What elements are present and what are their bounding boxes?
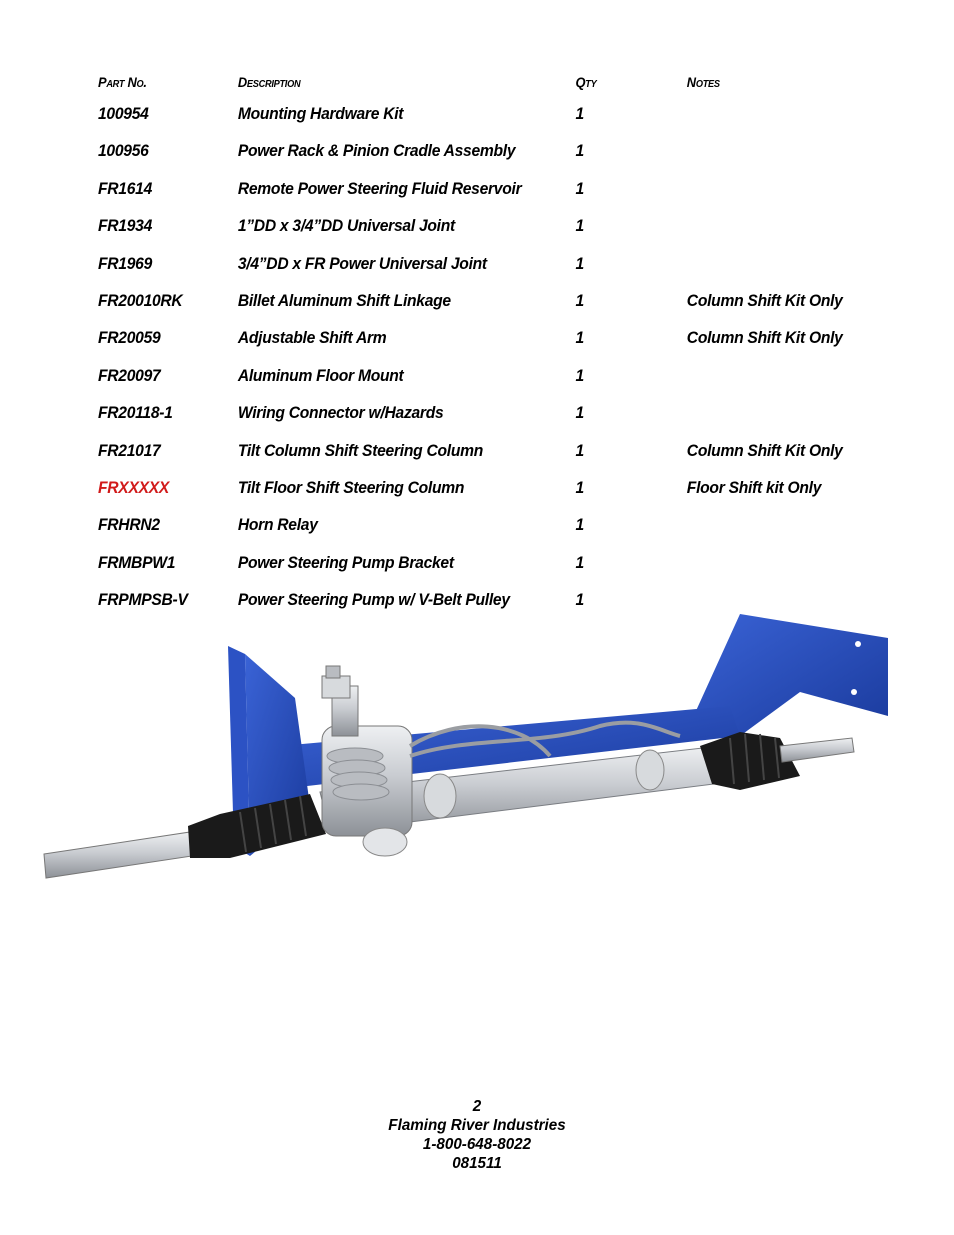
part-description: Wiring Connector w/Hazards <box>237 403 444 423</box>
part-number: 100954 <box>98 104 149 123</box>
part-notes: Column Shift Kit Only <box>686 328 843 348</box>
part-number: FRMBPW1 <box>98 552 176 572</box>
tie-rod-left <box>44 832 192 878</box>
part-description: Power Rack & Pinion Cradle Assembly <box>237 141 516 161</box>
table-row <box>98 403 834 440</box>
part-quantity: 1 <box>575 477 584 497</box>
part-quantity: 1 <box>575 178 584 198</box>
part-quantity: 1 <box>575 365 584 385</box>
part-number: FR20097 <box>98 365 161 385</box>
part-notes: Column Shift Kit Only <box>686 290 843 310</box>
table-row <box>98 216 834 253</box>
part-notes: Column Shift Kit Only <box>686 440 843 460</box>
part-quantity: 1 <box>575 141 584 161</box>
part-description: Adjustable Shift Arm <box>237 328 387 348</box>
part-number: FR20010RK <box>98 290 183 310</box>
parts-table <box>98 74 898 627</box>
header-part-no: Part No. <box>98 74 147 90</box>
header-qty: Qty <box>575 74 597 90</box>
phone-number: 1-800-648-8022 <box>422 1136 532 1153</box>
part-quantity: 1 <box>575 552 584 572</box>
table-row <box>98 366 834 403</box>
part-number: 100956 <box>98 141 149 161</box>
table-row <box>98 440 843 478</box>
part-quantity: 1 <box>575 104 584 123</box>
part-quantity: 1 <box>575 328 584 348</box>
part-number: FRPMPSB-V <box>98 590 188 610</box>
part-description: Billet Aluminum Shift Linkage <box>237 290 451 310</box>
part-description: Power Steering Pump w/ V-Belt Pulley <box>237 590 510 610</box>
part-description: Horn Relay <box>237 515 318 535</box>
part-quantity: 1 <box>575 440 584 460</box>
rack-and-pinion-photo <box>40 606 900 896</box>
table-body <box>98 104 898 627</box>
part-description: 3/4”DD x FR Power Universal Joint <box>237 253 487 273</box>
table-row <box>98 254 834 291</box>
part-quantity: 1 <box>575 515 584 535</box>
part-notes: Floor Shift kit Only <box>686 477 822 497</box>
table-header <box>98 74 834 104</box>
part-description: Power Steering Pump Bracket <box>237 552 454 572</box>
table-row <box>98 328 843 365</box>
part-quantity: 1 <box>575 290 584 310</box>
part-number: FR21017 <box>98 440 161 460</box>
part-description: Tilt Column Shift Steering Column <box>237 440 484 460</box>
table-row <box>98 179 834 216</box>
page-footer <box>0 1097 954 1173</box>
table-row <box>98 515 834 552</box>
table-row <box>98 553 834 590</box>
part-description: Tilt Floor Shift Steering Column <box>237 477 465 497</box>
table-row <box>98 104 834 141</box>
table-row <box>98 141 834 178</box>
part-number: FR20118-1 <box>98 403 173 423</box>
part-number: FR20059 <box>98 328 161 348</box>
part-quantity: 1 <box>575 216 584 236</box>
document-code: 081511 <box>452 1155 502 1172</box>
part-description: 1”DD x 3/4”DD Universal Joint <box>237 216 455 236</box>
part-number: FR1934 <box>98 216 152 236</box>
part-number: FRXXXXX <box>98 477 170 497</box>
company-name: Flaming River Industries <box>388 1117 566 1134</box>
part-quantity: 1 <box>575 403 584 423</box>
part-quantity: 1 <box>575 253 584 273</box>
header-description: Description <box>237 74 301 90</box>
part-description: Remote Power Steering Fluid Reservoir <box>237 178 522 198</box>
part-number: FRHRN2 <box>98 515 160 535</box>
header-notes: Notes <box>686 74 720 90</box>
part-number: FR1614 <box>98 178 152 198</box>
table-row <box>98 478 834 515</box>
tie-rod-right <box>780 738 854 762</box>
part-description: Mounting Hardware Kit <box>237 104 404 123</box>
pinion-valve-body <box>322 666 412 856</box>
part-number: FR1969 <box>98 253 152 273</box>
page-number: 2 <box>472 1098 482 1115</box>
part-quantity: 1 <box>575 590 584 610</box>
part-description: Aluminum Floor Mount <box>237 365 404 385</box>
table-row <box>98 290 843 328</box>
